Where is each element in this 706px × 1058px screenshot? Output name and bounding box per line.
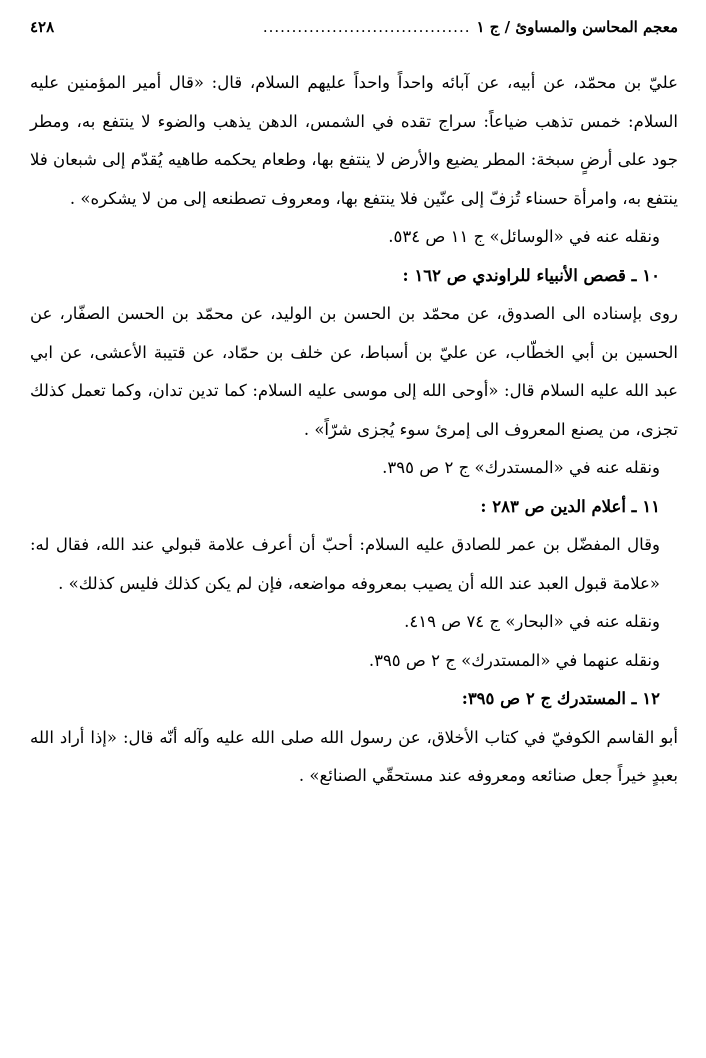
citation-line: ونقله عنه في «الوسائل» ج ١١ ص ٥٣٤. — [388, 227, 660, 246]
citation-line: ونقله عنه في «البحار» ج ٧٤ ص ٤١٩. — [404, 612, 660, 631]
section-heading: ١٠ ـ قصص الأنبياء للراوندي ص ١٦٢ : — [402, 265, 660, 285]
page-body — [30, 64, 678, 796]
hadith-paragraph: روى بإسناده الى الصدوق، عن محمّد بن الحسن بن الوليد، عن محمّد بن الحسن الصفّار، عن الحسين بن أبي الخطّاب، عن عليّ بن أسباط، عن خلف بن حمّاد، عن قتيبة الأعشى، عن ابي عبد الله عليه السلام قال: «أوحى الله إلى موسى عليه السلام: كما تدين تدان، وكما تعمل كذلك تجزى، من يصنع المعروف الى إمرئ سوء يُجزى شرّاً» . — [30, 304, 678, 439]
running-title: معجم المحاسن والمساوئ / ج ١ — [476, 18, 678, 36]
leader-dots: .................................... — [262, 18, 471, 36]
book-page — [30, 18, 678, 1058]
hadith-paragraph: أبو القاسم الكوفيّ في كتاب الأخلاق، عن رسول الله صلى الله عليه وآله أنّه قال: «إذا أراد الله بعبدٍ خيراً جعل صنائعه ومعروفه عند مستحقّي الصنائع» . — [30, 727, 678, 785]
hadith-paragraph: وقال المفضّل بن عمر للصادق عليه السلام: أحبّ أن أعرف علامة قبولي عند الله، فقال له: «علامة قبول العبد عند الله أن يصيب بمعروفه مواضعه، فإن لم يكن كذلك فليس كذلك» . — [30, 535, 660, 593]
running-header — [30, 18, 678, 52]
section-heading: ١٢ ـ المستدرك ج ٢ ص ٣٩٥: — [461, 689, 660, 708]
citation-line: ونقله عنه في «المستدرك» ج ٢ ص ٣٩٥. — [382, 458, 660, 477]
hadith-paragraph: عليّ بن محمّد، عن أبيه، عن آبائه واحداً واحداً عليهم السلام، قال: «قال أمير المؤمنين عليه السلام: خمس تذهب ضياعاً: سراج تقده في الشمس، الدهن يذهب والضوء لا ينتفع به، ومطر جود على أرضٍ سبخة: المطر يضيع والأرض لا ينتفع بها، وطعام يحكمه طاهيه يُقدّم إلى شبعان فلا ينتفع به، وامرأة حسناء تُزفّ إلى عنّين فلا ينتفع بها، ومعروف تصطنعه إلى من لا يشكره» . — [30, 73, 678, 208]
citation-line: ونقله عنهما في «المستدرك» ج ٢ ص ٣٩٥. — [368, 650, 660, 670]
section-heading: ١١ ـ أعلام الدين ص ٢٨٣ : — [480, 496, 660, 516]
page-number: ٤٢٨ — [30, 18, 55, 36]
